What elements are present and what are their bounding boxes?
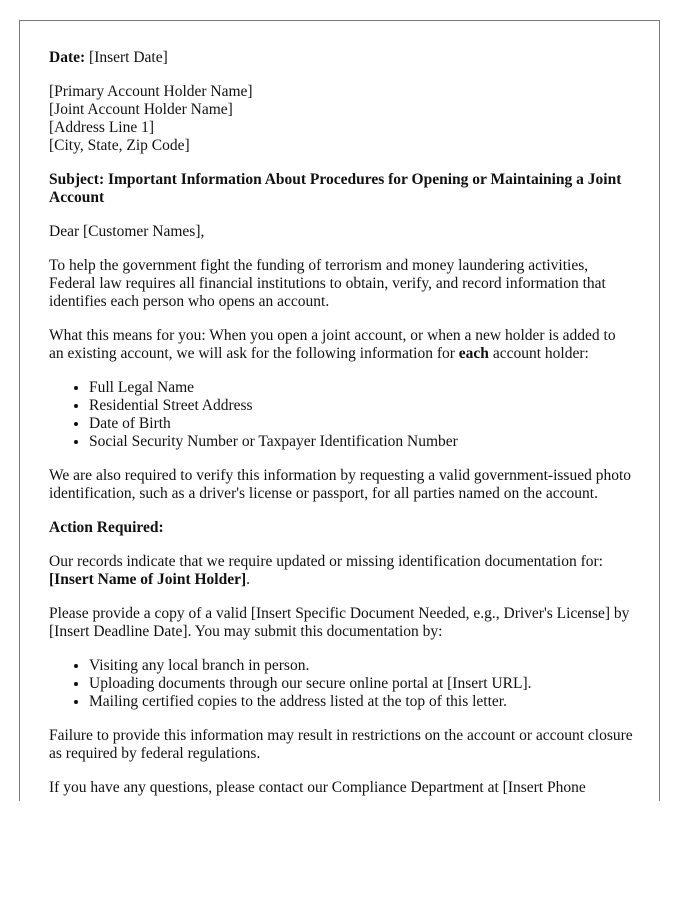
means-emphasis: each: [458, 345, 489, 362]
means-text-end: account holder:: [488, 345, 589, 362]
letter-page: [19, 20, 660, 801]
address-line: [Joint Account Holder Name]: [49, 101, 233, 118]
list-item: • Mailing certified copies to the address listed at the top of this letter.: [89, 693, 634, 711]
records-text: Our records indicate that we require updated or missing identification documentation for:: [49, 553, 603, 570]
list-item: • Uploading documents through our secure online portal at [Insert URL].: [89, 675, 634, 693]
recipient-address-block: [49, 83, 634, 155]
list-item: • Full Legal Name: [89, 379, 634, 397]
intro-paragraph: To help the government fight the funding of terrorism and money laundering activities, Federal law requires all financial institutions to obtain, verify, and record information that identifies each person who opens an account.: [49, 257, 606, 310]
action-required-heading: Action Required:: [49, 519, 164, 536]
provide-paragraph: Please provide a copy of a valid [Insert Specific Document Needed, e.g., Driver's License] by [Insert Deadline Date]. You may submit this documentation by:: [49, 605, 630, 640]
salutation: Dear [Customer Names],: [49, 223, 205, 240]
address-line: [Primary Account Holder Name]: [49, 83, 253, 100]
address-line: [City, State, Zip Code]: [49, 137, 190, 154]
records-text-end: .: [246, 571, 251, 588]
subject-line: Subject: Important Information About Procedures for Opening or Maintaining a Joint Account: [49, 171, 622, 206]
cutoff-paragraph: If you have any questions, please contact our Compliance Department at [Insert Phone: [49, 779, 586, 796]
list-item: • Date of Birth: [89, 415, 634, 433]
list-item: • Visiting any local branch in person.: [89, 657, 634, 675]
date-value: [Insert Date]: [85, 49, 168, 66]
means-paragraph: [49, 327, 634, 363]
list-item: • Social Security Number or Taxpayer Identification Number: [89, 433, 634, 451]
list-item: • Residential Street Address: [89, 397, 634, 415]
date-label: Date:: [49, 49, 86, 66]
address-line: [Address Line 1]: [49, 119, 155, 136]
records-paragraph: [49, 553, 634, 589]
submission-methods-list: [49, 657, 634, 711]
verify-paragraph: We are also required to verify this information by requesting a valid government-issued photo identification, such as a driver's license or passport, for all parties named on the account.: [49, 467, 631, 502]
means-text: What this means for you: When you open a joint account, or when a new holder is added to an existing account, we will ask for the following information for: [49, 327, 616, 362]
failure-paragraph: Failure to provide this information may result in restrictions on the account or account closure as required by federal regulations.: [49, 727, 633, 762]
joint-holder-placeholder: [Insert Name of Joint Holder]: [49, 571, 247, 588]
required-info-list: [49, 379, 634, 451]
letter-body: [49, 49, 634, 797]
date-line: [49, 49, 634, 67]
